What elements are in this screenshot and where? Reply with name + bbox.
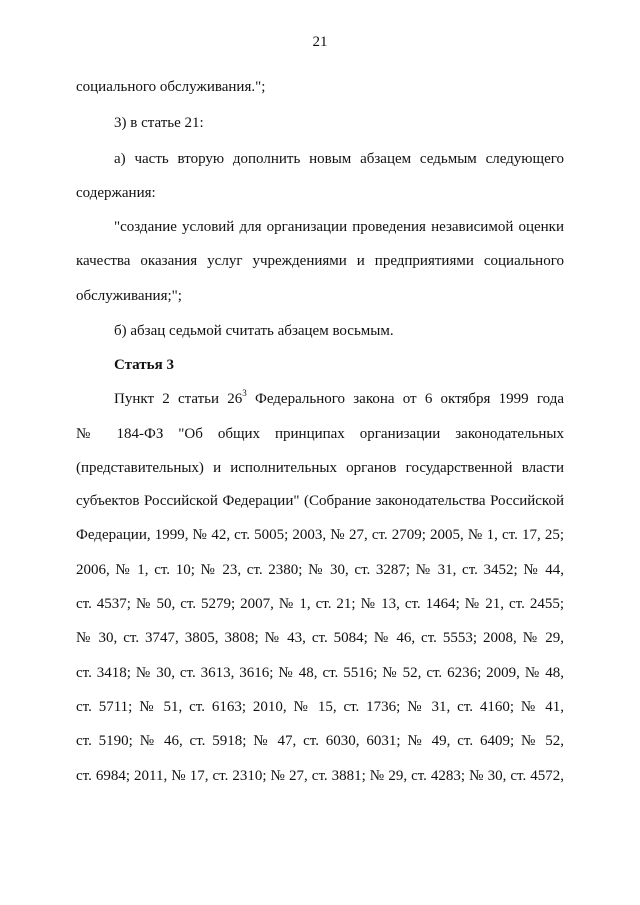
text-line: субъектов Российской Федерации" (Собрание законодательства Российской: [76, 493, 564, 509]
text-line: 2006, № 1, ст. 10; № 23, ст. 2380; № 30, ст. 3287; № 31, ст. 3452; № 44,: [76, 562, 564, 578]
text-line: ст. 4537; № 50, ст. 5279; 2007, № 1, ст. 21; № 13, ст. 1464; № 21, ст. 2455;: [76, 596, 564, 612]
text-line: б) абзац седьмой считать абзацем восьмым.: [114, 323, 394, 339]
text-line: "создание условий для организации проведения независимой оценки: [114, 219, 564, 235]
text-segment: Федерального закона от 6 октября 1999 года: [246, 391, 565, 407]
text-line: № 184-ФЗ "Об общих принципах организации законодательных: [76, 426, 564, 442]
text-segment: Пункт 2 статьи 26: [114, 391, 243, 407]
text-line: 3) в статье 21:: [114, 115, 204, 131]
text-line: качества оказания услуг учреждениями и предприятиями социального: [76, 253, 564, 269]
text-line: Федерации, 1999, № 42, ст. 5005; 2003, № 27, ст. 2709; 2005, № 1, ст. 17, 25;: [76, 527, 564, 543]
text-line: ст. 5190; № 46, ст. 5918; № 47, ст. 6030, 6031; № 49, ст. 6409; № 52,: [76, 733, 564, 749]
page-number: 21: [312, 34, 328, 50]
text-line: содержания:: [76, 185, 156, 201]
superscript: 3: [242, 388, 247, 398]
text-line: социального обслуживания.";: [76, 79, 266, 95]
text-line: ст. 5711; № 51, ст. 6163; 2010, № 15, ст. 1736; № 31, ст. 4160; № 41,: [76, 699, 564, 715]
text-line: а) часть вторую дополнить новым абзацем седьмым следующего: [114, 151, 564, 167]
article-heading: Статья 3: [114, 357, 174, 373]
text-line: № 30, ст. 3747, 3805, 3808; № 43, ст. 5084; № 46, ст. 5553; 2008, № 29,: [76, 630, 564, 646]
text-line: [114, 389, 564, 409]
text-line: обслуживания;";: [76, 288, 182, 304]
text-line: (представительных) и исполнительных органов государственной власти: [76, 460, 564, 476]
text-line: ст. 6984; 2011, № 17, ст. 2310; № 27, ст. 3881; № 29, ст. 4283; № 30, ст. 4572,: [76, 768, 564, 784]
text-line: ст. 3418; № 30, ст. 3613, 3616; № 48, ст. 5516; № 52, ст. 6236; 2009, № 48,: [76, 665, 564, 681]
